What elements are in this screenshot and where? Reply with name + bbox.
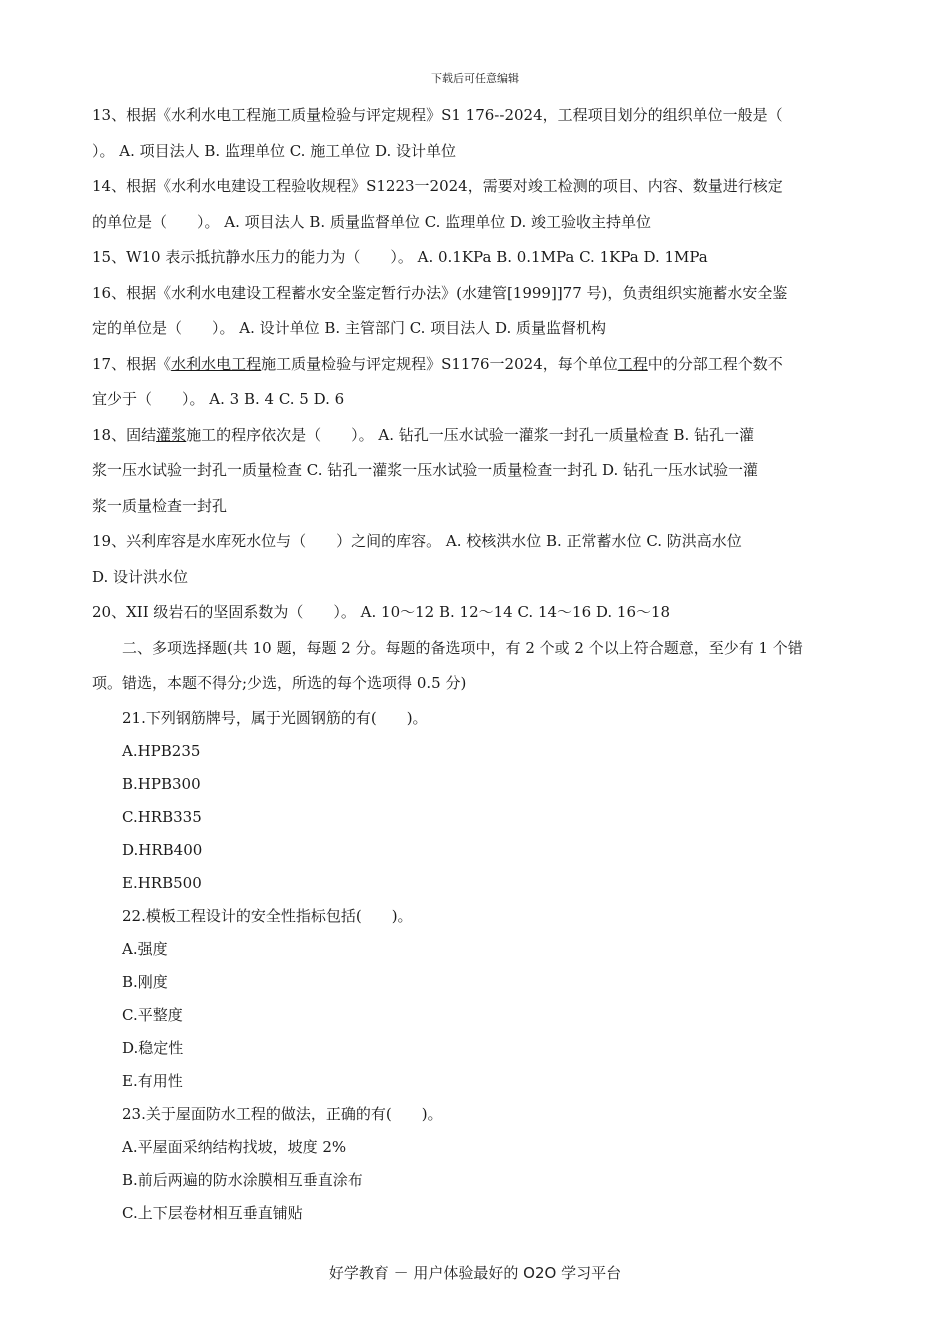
q17-underlined-2: 工程: [617, 354, 648, 373]
section2-line-2: 项。错选，本题不得分;少选，所选的每个选项得 0.5 分): [92, 674, 467, 692]
q17-line-2: 宜少于（ ）。 A. 3 B. 4 C. 5 D. 6: [92, 390, 345, 408]
q21-option-c: C.HRB335: [122, 807, 202, 826]
section2-line-1: 二、多项选择题(共 10 题，每题 2 分。每题的备选项中，有 2 个或 2 个以上符合题意，至少有 1 个错: [122, 638, 803, 657]
q19-line-1: 19、兴利库容是水库死水位与（ ）之间的库容。 A. 校核洪水位 B. 正常蓄水位 C. 防洪高水位: [92, 532, 742, 550]
q18-text-a: 18、固结: [92, 425, 157, 444]
q18-line-2: 浆一压水试验一封孔一质量检查 C. 钻孔一灌浆一压水试验一质量检查一封孔 D. 钻孔一压水试验一灌: [92, 461, 759, 479]
q21-option-a: A.HPB235: [122, 741, 201, 760]
q21-stem: 21.下列钢筋牌号，属于光圆钢筋的有( )。: [122, 708, 428, 727]
q16-line-2: 定的单位是（ ）。 A. 设计单位 B. 主管部门 C. 项目法人 D. 质量监督机构: [92, 319, 607, 337]
q18-line-1: [92, 418, 862, 454]
q22-option-b: B.刚度: [122, 972, 168, 991]
q23-option-a: A.平屋面采纳结构找坡，坡度 2%: [122, 1137, 347, 1156]
q22-option-d: D.稳定性: [122, 1038, 184, 1057]
document-body: [92, 98, 862, 1230]
q18-underlined: 灌浆: [156, 425, 187, 444]
q13-line-1: 13、根据《水利水电工程施工质量检验与评定规程》S1 176--2024，工程项目划分的组织单位一般是（: [92, 106, 783, 124]
q15-line-1: 15、W10 表示抵抗静水压力的能力为（ ）。 A. 0.1KPa B. 0.1MPa C. 1KPa D. 1MPa: [92, 248, 708, 266]
q14-line-2: 的单位是（ ）。 A. 项目法人 B. 质量监督单位 C. 监理单位 D. 竣工验收主持单位: [92, 212, 652, 231]
q18-line-3: 浆一质量检查一封孔: [92, 496, 228, 515]
q22-stem: 22.模板工程设计的安全性指标包括( )。: [122, 906, 413, 925]
q20-line-1: 20、XII 级岩石的坚固系数为（ ）。 A. 10～12 B. 12～14 C. 14～16 D. 16～18: [92, 603, 671, 621]
page-footer: 好学教育 － 用户体验最好的 O2O 学习平台: [328, 1264, 622, 1282]
q22-option-c: C.平整度: [122, 1005, 183, 1024]
q19-line-2: D. 设计洪水位: [92, 567, 189, 586]
q17-text-c: 中的分部工程个数不: [647, 354, 783, 373]
q16-line-1: 16、根据《水利水电建设工程蓄水安全鉴定暂行办法》(水建管[1999]]77 号)，负责组织实施蓄水安全鉴: [92, 283, 788, 302]
q18-text-b: 施工的程序依次是（ ）。 A. 钻孔一压水试验一灌浆一封孔一质量检查 B. 钻孔一灌: [186, 425, 755, 444]
q17-text-a: 17、根据《: [92, 354, 172, 373]
q21-option-b: B.HPB300: [122, 774, 201, 793]
q14-line-1: 14、根据《水利水电建设工程验收规程》S1223一2024，需要对竣工检测的项目、内容、数量进行核定: [92, 177, 783, 195]
q22-option-e: E.有用性: [122, 1071, 183, 1090]
q17-text-b: 施工质量检验与评定规程》S1176一2024，每个单位: [261, 354, 618, 373]
q21-option-e: E.HRB500: [122, 873, 202, 892]
q23-stem: 23.关于屋面防水工程的做法，正确的有( )。: [122, 1104, 443, 1123]
q23-option-c: C.上下层卷材相互垂直铺贴: [122, 1203, 303, 1222]
page-header: 下载后可任意编辑: [431, 72, 519, 85]
q22-option-a: A.强度: [122, 939, 168, 958]
q23-option-b: B.前后两遍的防水涂膜相互垂直涂布: [122, 1170, 363, 1189]
q17-line-1: [92, 347, 862, 383]
q13-line-2: ）。 A. 项目法人 B. 监理单位 C. 施工单位 D. 设计单位: [92, 141, 457, 160]
q21-option-d: D.HRB400: [122, 840, 203, 859]
q17-underlined-1: 水利水电工程: [171, 354, 262, 373]
